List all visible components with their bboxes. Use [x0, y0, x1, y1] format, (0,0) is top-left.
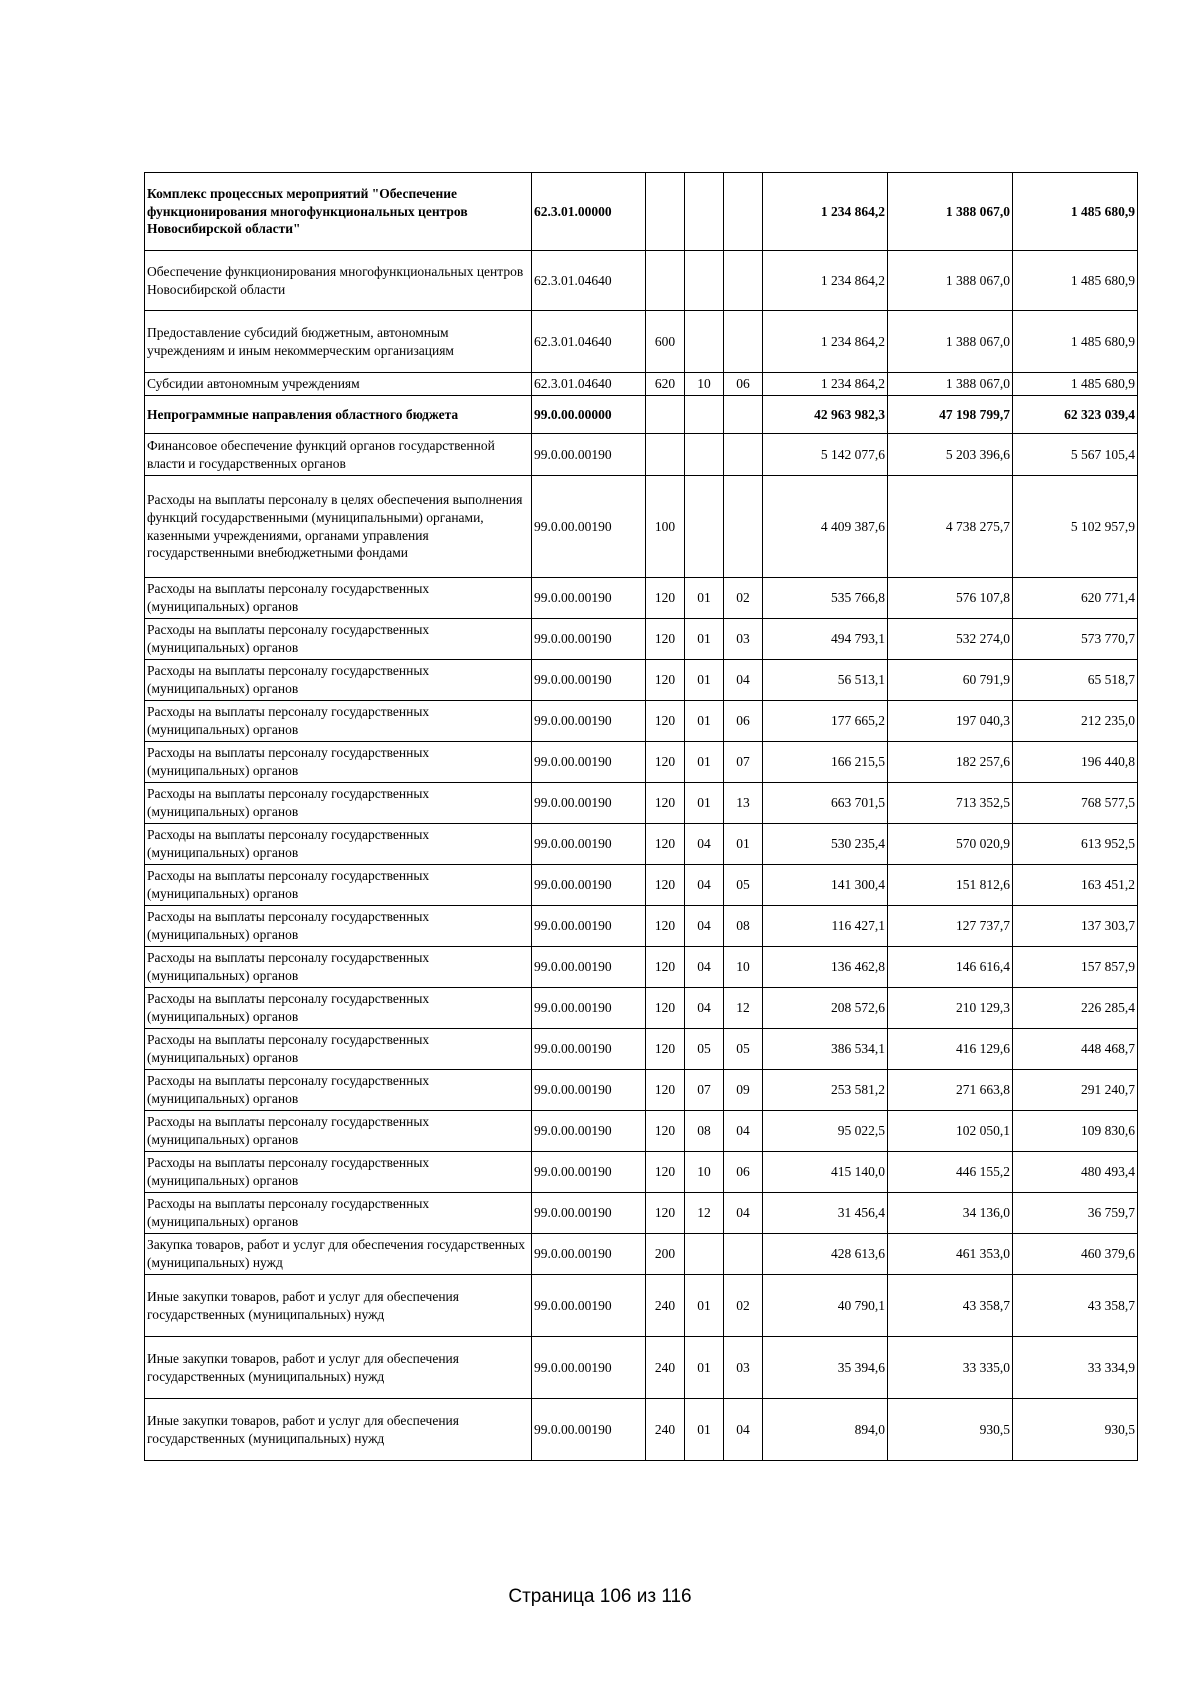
target-article-code-cell: 99.0.00.00190 [532, 1193, 646, 1234]
target-article-code-cell: 99.0.00.00190 [532, 578, 646, 619]
amount-year1-cell: 166 215,5 [763, 742, 888, 783]
amount-year3-cell: 43 358,7 [1013, 1275, 1138, 1337]
amount-year2-cell: 146 616,4 [888, 947, 1013, 988]
subsection-code-cell: 02 [724, 1275, 763, 1337]
section-code-cell: 01 [685, 660, 724, 701]
section-code-cell: 01 [685, 701, 724, 742]
amount-year1-cell: 31 456,4 [763, 1193, 888, 1234]
target-article-code-cell: 99.0.00.00190 [532, 865, 646, 906]
expense-type-cell: 120 [646, 701, 685, 742]
table-row [145, 1029, 1138, 1070]
expense-name-cell: Расходы на выплаты персоналу государственных (муниципальных) органов [145, 865, 532, 906]
amount-year1-cell: 56 513,1 [763, 660, 888, 701]
expense-name-cell: Финансовое обеспечение функций органов государственной власти и государственных органов [145, 434, 532, 476]
subsection-code-cell: 05 [724, 865, 763, 906]
amount-year3-cell: 613 952,5 [1013, 824, 1138, 865]
amount-year3-cell: 1 485 680,9 [1013, 373, 1138, 396]
expense-type-cell: 120 [646, 865, 685, 906]
expense-type-cell: 120 [646, 1152, 685, 1193]
section-code-cell: 01 [685, 578, 724, 619]
section-code-cell: 04 [685, 988, 724, 1029]
subsection-code-cell [724, 251, 763, 311]
amount-year3-cell: 1 485 680,9 [1013, 251, 1138, 311]
section-code-cell: 10 [685, 373, 724, 396]
amount-year2-cell: 47 198 799,7 [888, 396, 1013, 434]
table-row [145, 865, 1138, 906]
table-row [145, 1193, 1138, 1234]
subsection-code-cell [724, 476, 763, 578]
expense-name-cell: Субсидии автономным учреждениям [145, 373, 532, 396]
target-article-code-cell: 99.0.00.00190 [532, 947, 646, 988]
amount-year2-cell: 271 663,8 [888, 1070, 1013, 1111]
amount-year1-cell: 208 572,6 [763, 988, 888, 1029]
section-code-cell [685, 173, 724, 251]
expense-type-cell: 120 [646, 1111, 685, 1152]
subsection-code-cell [724, 396, 763, 434]
expense-name-cell: Расходы на выплаты персоналу государственных (муниципальных) органов [145, 1029, 532, 1070]
table-row [145, 906, 1138, 947]
target-article-code-cell: 99.0.00.00190 [532, 660, 646, 701]
expense-name-cell: Расходы на выплаты персоналу государственных (муниципальных) органов [145, 783, 532, 824]
table-row [145, 434, 1138, 476]
target-article-code-cell: 99.0.00.00000 [532, 396, 646, 434]
target-article-code-cell: 62.3.01.04640 [532, 251, 646, 311]
table-row [145, 988, 1138, 1029]
amount-year3-cell: 157 857,9 [1013, 947, 1138, 988]
amount-year3-cell: 1 485 680,9 [1013, 173, 1138, 251]
section-code-cell: 01 [685, 619, 724, 660]
amount-year3-cell: 137 303,7 [1013, 906, 1138, 947]
subsection-code-cell: 04 [724, 1193, 763, 1234]
expense-type-cell: 200 [646, 1234, 685, 1275]
amount-year1-cell: 1 234 864,2 [763, 251, 888, 311]
expense-type-cell: 120 [646, 660, 685, 701]
expense-type-cell [646, 396, 685, 434]
expense-name-cell: Обеспечение функционирования многофункциональных центров Новосибирской области [145, 251, 532, 311]
expense-name-cell: Расходы на выплаты персоналу государственных (муниципальных) органов [145, 988, 532, 1029]
amount-year1-cell: 141 300,4 [763, 865, 888, 906]
target-article-code-cell: 62.3.01.04640 [532, 373, 646, 396]
amount-year1-cell: 42 963 982,3 [763, 396, 888, 434]
amount-year2-cell: 43 358,7 [888, 1275, 1013, 1337]
expense-name-cell: Расходы на выплаты персоналу государственных (муниципальных) органов [145, 742, 532, 783]
amount-year2-cell: 127 737,7 [888, 906, 1013, 947]
expense-name-cell: Расходы на выплаты персоналу государственных (муниципальных) органов [145, 701, 532, 742]
amount-year1-cell: 428 613,6 [763, 1234, 888, 1275]
amount-year1-cell: 1 234 864,2 [763, 373, 888, 396]
amount-year2-cell: 713 352,5 [888, 783, 1013, 824]
table-row [145, 742, 1138, 783]
page-number: Страница 106 из 116 [508, 1586, 692, 1607]
target-article-code-cell: 99.0.00.00190 [532, 1111, 646, 1152]
expense-type-cell: 100 [646, 476, 685, 578]
amount-year3-cell: 448 468,7 [1013, 1029, 1138, 1070]
amount-year2-cell: 1 388 067,0 [888, 311, 1013, 373]
section-code-cell [685, 311, 724, 373]
expense-type-cell: 240 [646, 1275, 685, 1337]
expense-name-cell: Расходы на выплаты персоналу государственных (муниципальных) органов [145, 906, 532, 947]
subsection-code-cell: 09 [724, 1070, 763, 1111]
amount-year3-cell: 36 759,7 [1013, 1193, 1138, 1234]
expense-type-cell: 120 [646, 1070, 685, 1111]
amount-year2-cell: 576 107,8 [888, 578, 1013, 619]
expense-type-cell: 620 [646, 373, 685, 396]
amount-year3-cell: 573 770,7 [1013, 619, 1138, 660]
table-row [145, 660, 1138, 701]
amount-year3-cell: 768 577,5 [1013, 783, 1138, 824]
amount-year2-cell: 1 388 067,0 [888, 373, 1013, 396]
amount-year2-cell: 532 274,0 [888, 619, 1013, 660]
amount-year2-cell: 416 129,6 [888, 1029, 1013, 1070]
target-article-code-cell: 99.0.00.00190 [532, 1275, 646, 1337]
amount-year1-cell: 386 534,1 [763, 1029, 888, 1070]
target-article-code-cell: 99.0.00.00190 [532, 742, 646, 783]
section-code-cell: 01 [685, 1399, 724, 1461]
expense-name-cell: Расходы на выплаты персоналу государственных (муниципальных) органов [145, 1152, 532, 1193]
section-code-cell [685, 396, 724, 434]
subsection-code-cell: 07 [724, 742, 763, 783]
expense-type-cell: 120 [646, 824, 685, 865]
table-row [145, 1337, 1138, 1399]
expense-type-cell: 120 [646, 578, 685, 619]
subsection-code-cell: 08 [724, 906, 763, 947]
target-article-code-cell: 99.0.00.00190 [532, 1029, 646, 1070]
subsection-code-cell: 06 [724, 701, 763, 742]
table-row [145, 476, 1138, 578]
section-code-cell: 01 [685, 783, 724, 824]
expense-type-cell [646, 173, 685, 251]
table-row [145, 783, 1138, 824]
amount-year1-cell: 5 142 077,6 [763, 434, 888, 476]
amount-year3-cell: 212 235,0 [1013, 701, 1138, 742]
expense-name-cell: Расходы на выплаты персоналу государственных (муниципальных) органов [145, 578, 532, 619]
amount-year2-cell: 210 129,3 [888, 988, 1013, 1029]
subsection-code-cell: 03 [724, 1337, 763, 1399]
section-code-cell: 04 [685, 824, 724, 865]
amount-year2-cell: 34 136,0 [888, 1193, 1013, 1234]
subsection-code-cell: 13 [724, 783, 763, 824]
amount-year1-cell: 40 790,1 [763, 1275, 888, 1337]
table-row [145, 1275, 1138, 1337]
table-row [145, 396, 1138, 434]
amount-year3-cell: 33 334,9 [1013, 1337, 1138, 1399]
table-row [145, 701, 1138, 742]
amount-year1-cell: 663 701,5 [763, 783, 888, 824]
amount-year1-cell: 116 427,1 [763, 906, 888, 947]
section-code-cell [685, 1234, 724, 1275]
target-article-code-cell: 99.0.00.00190 [532, 1070, 646, 1111]
subsection-code-cell: 04 [724, 660, 763, 701]
amount-year1-cell: 415 140,0 [763, 1152, 888, 1193]
amount-year3-cell: 226 285,4 [1013, 988, 1138, 1029]
amount-year1-cell: 535 766,8 [763, 578, 888, 619]
target-article-code-cell: 99.0.00.00190 [532, 906, 646, 947]
expense-name-cell: Расходы на выплаты персоналу государственных (муниципальных) органов [145, 1111, 532, 1152]
amount-year3-cell: 1 485 680,9 [1013, 311, 1138, 373]
expense-name-cell: Расходы на выплаты персоналу государственных (муниципальных) органов [145, 660, 532, 701]
amount-year1-cell: 1 234 864,2 [763, 311, 888, 373]
expense-type-cell: 120 [646, 906, 685, 947]
amount-year3-cell: 5 102 957,9 [1013, 476, 1138, 578]
amount-year3-cell: 62 323 039,4 [1013, 396, 1138, 434]
section-code-cell: 12 [685, 1193, 724, 1234]
section-code-cell [685, 434, 724, 476]
amount-year3-cell: 480 493,4 [1013, 1152, 1138, 1193]
target-article-code-cell: 99.0.00.00190 [532, 1399, 646, 1461]
table-body [145, 173, 1138, 1461]
target-article-code-cell: 99.0.00.00190 [532, 783, 646, 824]
amount-year2-cell: 1 388 067,0 [888, 173, 1013, 251]
expense-type-cell: 240 [646, 1337, 685, 1399]
section-code-cell: 01 [685, 742, 724, 783]
amount-year1-cell: 253 581,2 [763, 1070, 888, 1111]
expense-type-cell: 120 [646, 947, 685, 988]
expense-type-cell: 120 [646, 1193, 685, 1234]
expense-type-cell: 120 [646, 988, 685, 1029]
expense-name-cell: Иные закупки товаров, работ и услуг для обеспечения государственных (муниципальных) нужд [145, 1337, 532, 1399]
amount-year2-cell: 102 050,1 [888, 1111, 1013, 1152]
subsection-code-cell: 04 [724, 1111, 763, 1152]
table-row [145, 251, 1138, 311]
amount-year3-cell: 5 567 105,4 [1013, 434, 1138, 476]
section-code-cell: 01 [685, 1275, 724, 1337]
amount-year3-cell: 291 240,7 [1013, 1070, 1138, 1111]
amount-year2-cell: 5 203 396,6 [888, 434, 1013, 476]
subsection-code-cell: 03 [724, 619, 763, 660]
amount-year1-cell: 136 462,8 [763, 947, 888, 988]
expense-name-cell: Расходы на выплаты персоналу в целях обеспечения выполнения функций государственными (муниципальными) органами, казенными учреждениями, органами управления государственными внебюджетными фондами [145, 476, 532, 578]
table-row [145, 173, 1138, 251]
amount-year1-cell: 35 394,6 [763, 1337, 888, 1399]
amount-year2-cell: 60 791,9 [888, 660, 1013, 701]
expense-name-cell: Закупка товаров, работ и услуг для обеспечения государственных (муниципальных) нужд [145, 1234, 532, 1275]
subsection-code-cell [724, 434, 763, 476]
table-row [145, 578, 1138, 619]
target-article-code-cell: 99.0.00.00190 [532, 988, 646, 1029]
target-article-code-cell: 99.0.00.00190 [532, 619, 646, 660]
table-row [145, 619, 1138, 660]
section-code-cell: 05 [685, 1029, 724, 1070]
table-row [145, 373, 1138, 396]
target-article-code-cell: 62.3.01.04640 [532, 311, 646, 373]
amount-year1-cell: 177 665,2 [763, 701, 888, 742]
section-code-cell: 04 [685, 947, 724, 988]
amount-year1-cell: 1 234 864,2 [763, 173, 888, 251]
expense-name-cell: Расходы на выплаты персоналу государственных (муниципальных) органов [145, 947, 532, 988]
subsection-code-cell: 05 [724, 1029, 763, 1070]
amount-year2-cell: 33 335,0 [888, 1337, 1013, 1399]
expense-type-cell: 120 [646, 742, 685, 783]
amount-year2-cell: 570 020,9 [888, 824, 1013, 865]
budget-table [144, 172, 1138, 1461]
target-article-code-cell: 99.0.00.00190 [532, 1337, 646, 1399]
expense-name-cell: Иные закупки товаров, работ и услуг для обеспечения государственных (муниципальных) нужд [145, 1399, 532, 1461]
section-code-cell [685, 251, 724, 311]
amount-year1-cell: 530 235,4 [763, 824, 888, 865]
expense-name-cell: Непрограммные направления областного бюджета [145, 396, 532, 434]
expense-name-cell: Расходы на выплаты персоналу государственных (муниципальных) органов [145, 619, 532, 660]
subsection-code-cell: 12 [724, 988, 763, 1029]
amount-year1-cell: 894,0 [763, 1399, 888, 1461]
table-row [145, 1234, 1138, 1275]
amount-year3-cell: 620 771,4 [1013, 578, 1138, 619]
amount-year1-cell: 494 793,1 [763, 619, 888, 660]
amount-year3-cell: 196 440,8 [1013, 742, 1138, 783]
expense-name-cell: Комплекс процессных мероприятий "Обеспечение функционирования многофункциональных центров Новосибирской области" [145, 173, 532, 251]
amount-year2-cell: 461 353,0 [888, 1234, 1013, 1275]
section-code-cell: 01 [685, 1337, 724, 1399]
subsection-code-cell: 06 [724, 373, 763, 396]
amount-year2-cell: 446 155,2 [888, 1152, 1013, 1193]
amount-year2-cell: 1 388 067,0 [888, 251, 1013, 311]
table-row [145, 947, 1138, 988]
expense-type-cell: 120 [646, 783, 685, 824]
amount-year2-cell: 182 257,6 [888, 742, 1013, 783]
expense-name-cell: Расходы на выплаты персоналу государственных (муниципальных) органов [145, 824, 532, 865]
amount-year3-cell: 65 518,7 [1013, 660, 1138, 701]
amount-year1-cell: 4 409 387,6 [763, 476, 888, 578]
subsection-code-cell: 10 [724, 947, 763, 988]
amount-year2-cell: 197 040,3 [888, 701, 1013, 742]
subsection-code-cell [724, 311, 763, 373]
section-code-cell: 10 [685, 1152, 724, 1193]
target-article-code-cell: 99.0.00.00190 [532, 824, 646, 865]
target-article-code-cell: 99.0.00.00190 [532, 476, 646, 578]
section-code-cell: 07 [685, 1070, 724, 1111]
expense-type-cell [646, 434, 685, 476]
expense-type-cell: 600 [646, 311, 685, 373]
amount-year1-cell: 95 022,5 [763, 1111, 888, 1152]
table-row [145, 1111, 1138, 1152]
subsection-code-cell [724, 173, 763, 251]
expense-type-cell: 120 [646, 1029, 685, 1070]
target-article-code-cell: 99.0.00.00190 [532, 1234, 646, 1275]
expense-name-cell: Расходы на выплаты персоналу государственных (муниципальных) органов [145, 1070, 532, 1111]
expense-type-cell: 120 [646, 619, 685, 660]
subsection-code-cell [724, 1234, 763, 1275]
amount-year2-cell: 151 812,6 [888, 865, 1013, 906]
expense-type-cell [646, 251, 685, 311]
subsection-code-cell: 06 [724, 1152, 763, 1193]
expense-name-cell: Предоставление субсидий бюджетным, автономным учреждениям и иным некоммерческим организациям [145, 311, 532, 373]
amount-year2-cell: 4 738 275,7 [888, 476, 1013, 578]
amount-year2-cell: 930,5 [888, 1399, 1013, 1461]
section-code-cell: 08 [685, 1111, 724, 1152]
section-code-cell: 04 [685, 906, 724, 947]
table-row [145, 1399, 1138, 1461]
table-row [145, 1070, 1138, 1111]
target-article-code-cell: 99.0.00.00190 [532, 1152, 646, 1193]
table-row [145, 824, 1138, 865]
expense-type-cell: 240 [646, 1399, 685, 1461]
subsection-code-cell: 01 [724, 824, 763, 865]
target-article-code-cell: 99.0.00.00190 [532, 434, 646, 476]
section-code-cell: 04 [685, 865, 724, 906]
expense-name-cell: Иные закупки товаров, работ и услуг для обеспечения государственных (муниципальных) нужд [145, 1275, 532, 1337]
amount-year3-cell: 930,5 [1013, 1399, 1138, 1461]
target-article-code-cell: 62.3.01.00000 [532, 173, 646, 251]
amount-year3-cell: 109 830,6 [1013, 1111, 1138, 1152]
table-row [145, 1152, 1138, 1193]
section-code-cell [685, 476, 724, 578]
subsection-code-cell: 02 [724, 578, 763, 619]
amount-year3-cell: 163 451,2 [1013, 865, 1138, 906]
table-row [145, 311, 1138, 373]
target-article-code-cell: 99.0.00.00190 [532, 701, 646, 742]
amount-year3-cell: 460 379,6 [1013, 1234, 1138, 1275]
subsection-code-cell: 04 [724, 1399, 763, 1461]
expense-name-cell: Расходы на выплаты персоналу государственных (муниципальных) органов [145, 1193, 532, 1234]
